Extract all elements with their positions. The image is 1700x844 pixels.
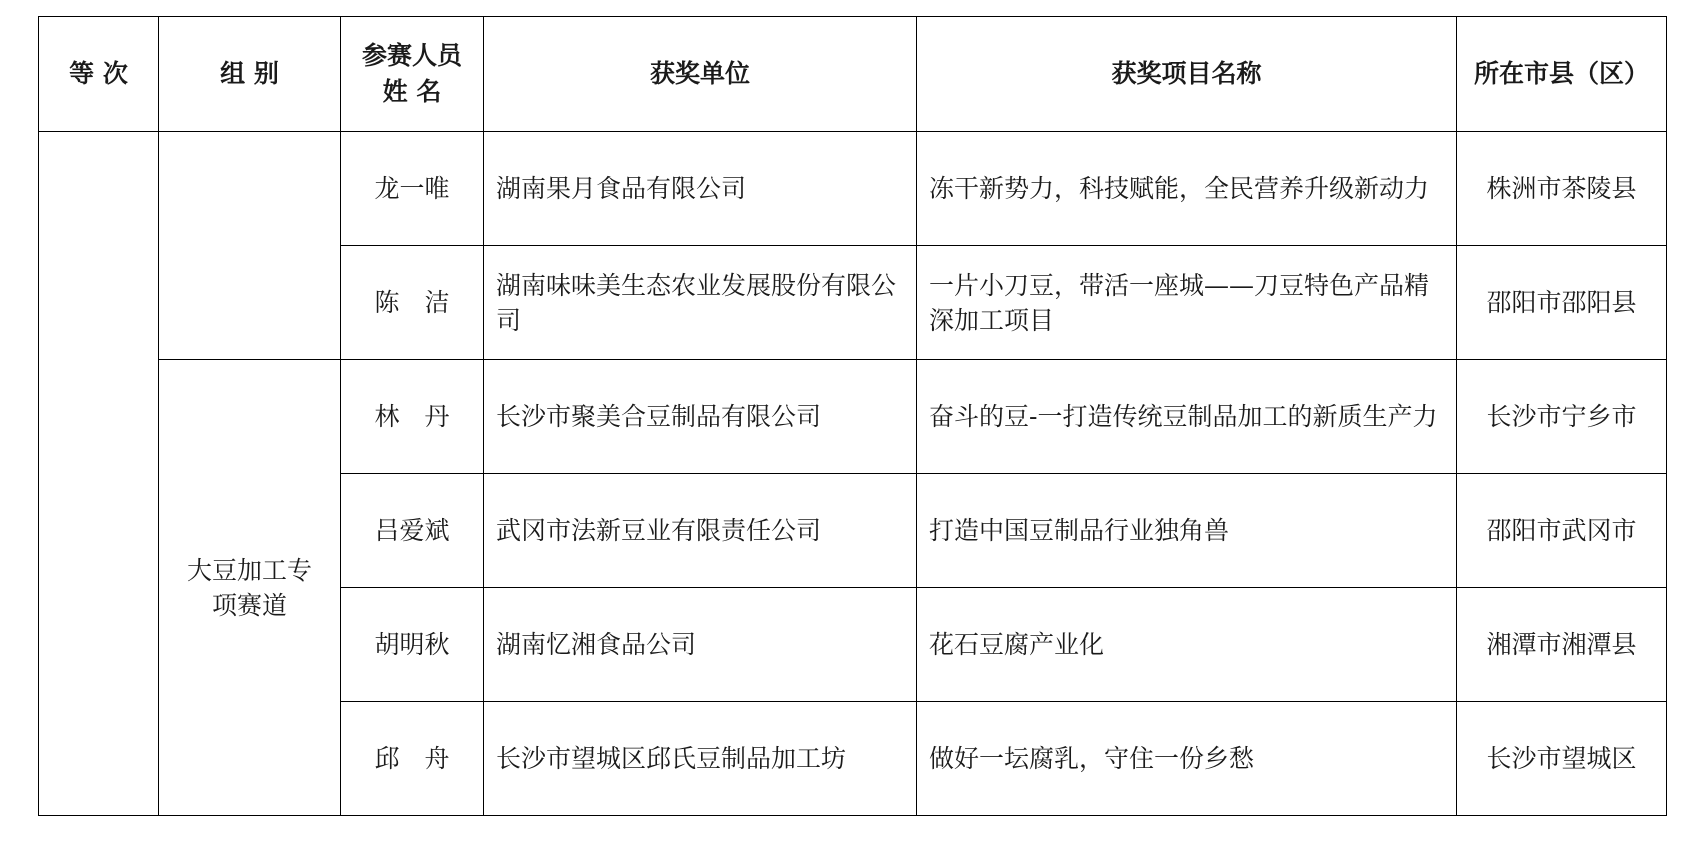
- header-project: 获奖项目名称: [917, 17, 1457, 132]
- header-name-line1: 参赛人员: [361, 41, 462, 70]
- header-name: [341, 17, 484, 132]
- award-unit: 长沙市望城区邱氏豆制品加工坊: [484, 702, 917, 816]
- region: 湘潭市湘潭县: [1457, 588, 1667, 702]
- group-cell: 大豆加工专项赛道: [159, 360, 341, 816]
- header-group: 组 别: [159, 17, 341, 132]
- award-unit: 长沙市聚美合豆制品有限公司: [484, 360, 917, 474]
- region: 邵阳市武冈市: [1457, 474, 1667, 588]
- header-row: [39, 17, 1667, 132]
- project-name: 冻干新势力，科技赋能，全民营养升级新动力: [917, 132, 1457, 246]
- project-name: 奋斗的豆-一打造传统豆制品加工的新质生产力: [917, 360, 1457, 474]
- project-name: 打造中国豆制品行业独角兽: [917, 474, 1457, 588]
- region: 长沙市宁乡市: [1457, 360, 1667, 474]
- project-name: 做好一坛腐乳，守住一份乡愁: [917, 702, 1457, 816]
- header-unit: 获奖单位: [484, 17, 917, 132]
- award-unit: 武冈市法新豆业有限责任公司: [484, 474, 917, 588]
- participant-name: 陈 洁: [341, 246, 484, 360]
- table-row: [39, 132, 1667, 246]
- region: 长沙市望城区: [1457, 702, 1667, 816]
- header-name-line2: 姓 名: [382, 77, 442, 106]
- project-name: 花石豆腐产业化: [917, 588, 1457, 702]
- region: 株洲市茶陵县: [1457, 132, 1667, 246]
- award-unit: 湖南忆湘食品公司: [484, 588, 917, 702]
- participant-name: 龙一唯: [341, 132, 484, 246]
- participant-name: 吕爱斌: [341, 474, 484, 588]
- rank-cell: [39, 132, 159, 816]
- award-unit: 湖南味味美生态农业发展股份有限公司: [484, 246, 917, 360]
- award-unit: 湖南果月食品有限公司: [484, 132, 917, 246]
- participant-name: 林 丹: [341, 360, 484, 474]
- project-name: 一片小刀豆，带活一座城——刀豆特色产品精深加工项目: [917, 246, 1457, 360]
- region: 邵阳市邵阳县: [1457, 246, 1667, 360]
- header-region: 所在市县（区）: [1457, 17, 1667, 132]
- participant-name: 胡明秋: [341, 588, 484, 702]
- group-cell-empty: [159, 132, 341, 360]
- header-rank: 等 次: [39, 17, 159, 132]
- award-table: [38, 16, 1667, 816]
- table-row: [39, 360, 1667, 474]
- participant-name: 邱 舟: [341, 702, 484, 816]
